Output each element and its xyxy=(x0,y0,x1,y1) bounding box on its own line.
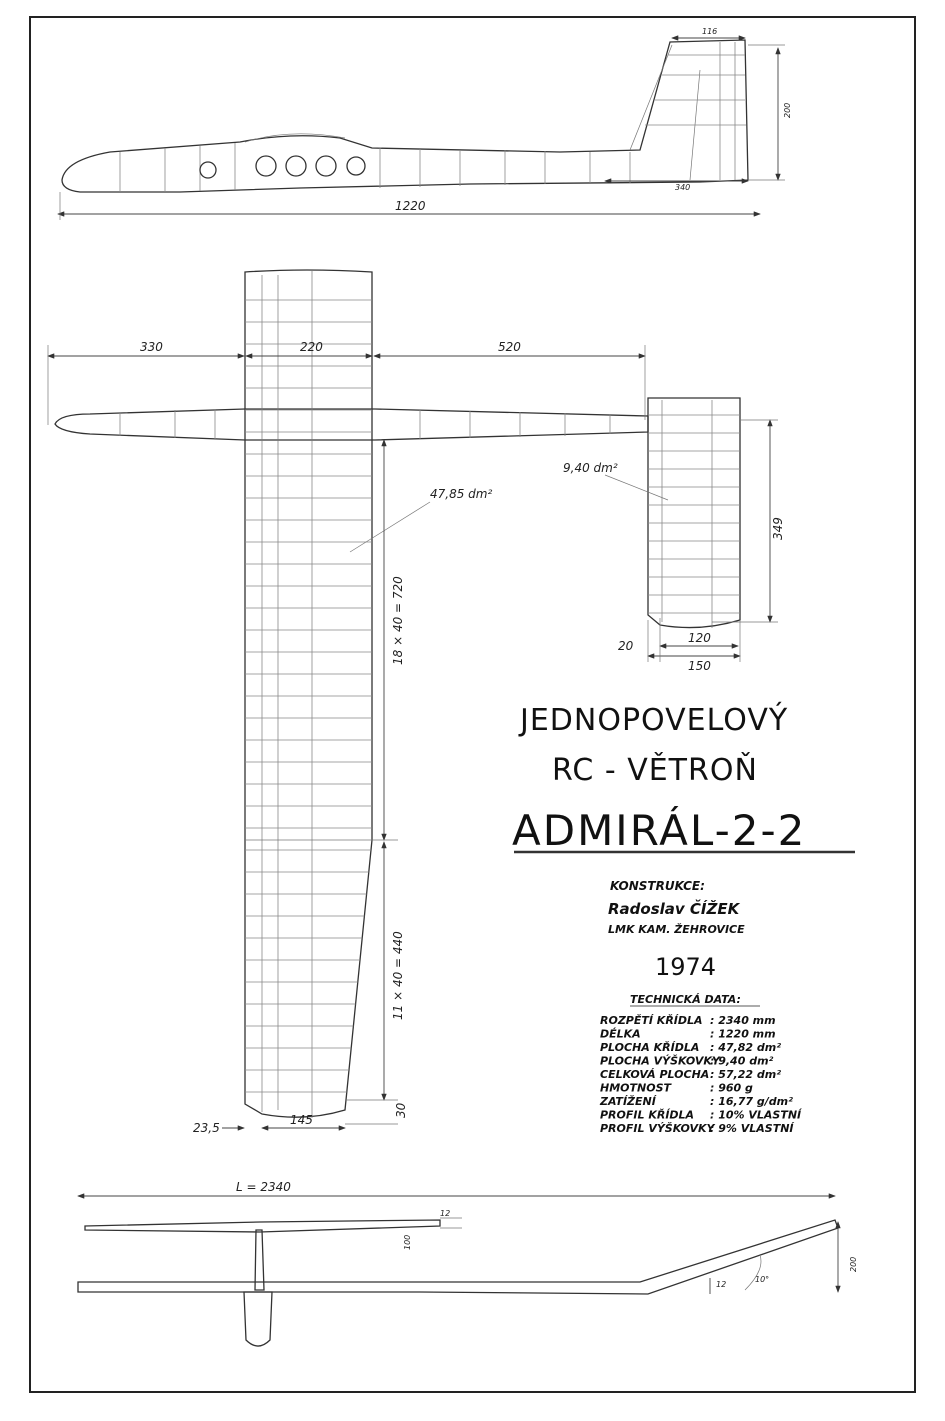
tech-heading: TECHNICKÁ DATA: xyxy=(630,993,741,1006)
tech-row-label: PROFIL KŘÍDLA xyxy=(600,1108,695,1122)
side-view xyxy=(58,27,792,220)
front-span-label: L = 2340 xyxy=(236,1180,291,1194)
nose-length-label: 330 xyxy=(140,340,163,354)
tech-row-label: PLOCHA KŘÍDLA xyxy=(600,1041,700,1054)
root-chord-label: 220 xyxy=(300,340,323,354)
front-tip-small-label: 12 xyxy=(716,1280,727,1289)
tech-row-label: CELKOVÁ PLOCHA xyxy=(600,1068,710,1081)
tech-row-value: : 47,82 dm² xyxy=(710,1041,782,1054)
fin-base-label: 340 xyxy=(675,183,691,192)
title-block xyxy=(512,702,855,1135)
tech-row-value: : 960 g xyxy=(710,1081,753,1095)
tip-offset-label: 23,5 xyxy=(193,1121,220,1135)
tech-row-label: DÉLKA xyxy=(600,1027,641,1041)
tech-row-label: ZATÍŽENÍ xyxy=(600,1095,656,1108)
fin-height-label: 200 xyxy=(783,102,792,118)
outer-bays-label: 11 × 40 = 440 xyxy=(391,931,405,1020)
tech-row-value: : 9% VLASTNÍ xyxy=(710,1122,794,1135)
front-inner-label: 100 xyxy=(403,1234,412,1250)
front-angle-label: 10° xyxy=(755,1275,770,1284)
tech-row-value: : 1220 mm xyxy=(710,1027,776,1041)
tech-row-label: PLOCHA VÝŠKOVKY xyxy=(600,1054,720,1068)
tail-length-label: 520 xyxy=(498,340,521,354)
stab-root-label: 150 xyxy=(688,659,711,673)
tech-row-label: PROFIL VÝŠKOVKY xyxy=(600,1122,715,1135)
inner-bays-label: 18 × 40 = 720 xyxy=(391,576,405,665)
credits-year: 1974 xyxy=(655,953,717,981)
tip-height-label: 30 xyxy=(394,1102,408,1118)
stab-span-label: 349 xyxy=(771,517,785,540)
title-line1: JEDNOPOVELOVÝ xyxy=(520,703,789,738)
fin-top-label: 116 xyxy=(702,27,718,36)
tech-row-label: HMOTNOST xyxy=(600,1081,671,1095)
tip-chord-label: 145 xyxy=(290,1113,313,1127)
stab-tip-label: 120 xyxy=(688,631,711,645)
tech-row-value: : 2340 mm xyxy=(710,1014,776,1027)
front-view xyxy=(78,1180,858,1346)
front-tip-height-label: 200 xyxy=(849,1256,858,1272)
tech-row-label: ROZPĚTÍ KŘÍDLA xyxy=(600,1014,703,1027)
tech-row-value: : 57,22 dm² xyxy=(710,1068,782,1081)
tech-row-value: : 9,40 dm² xyxy=(710,1054,774,1068)
stab-offset-label: 20 xyxy=(618,639,634,653)
tech-row-value: : 10% VLASTNÍ xyxy=(710,1108,802,1122)
tech-data-list xyxy=(599,1013,802,1135)
side-length-label: 1220 xyxy=(395,199,426,213)
title-line2: RC - VĚTROŇ xyxy=(552,753,758,788)
credits-club: LMK KAM. ŽEHROVICE xyxy=(608,923,745,936)
stab-area-label: 9,40 dm² xyxy=(563,461,618,475)
title-line3: ADMIRÁL-2-2 xyxy=(512,806,807,855)
tech-row-value: : 16,77 g/dm² xyxy=(710,1095,793,1108)
wing-area-label: 47,85 dm² xyxy=(430,487,493,501)
credits-label: KONSTRUKCE: xyxy=(610,879,705,893)
credits-author: Radoslav ČÍŽEK xyxy=(608,900,740,918)
front-dihedral-label: 12 xyxy=(440,1209,451,1218)
